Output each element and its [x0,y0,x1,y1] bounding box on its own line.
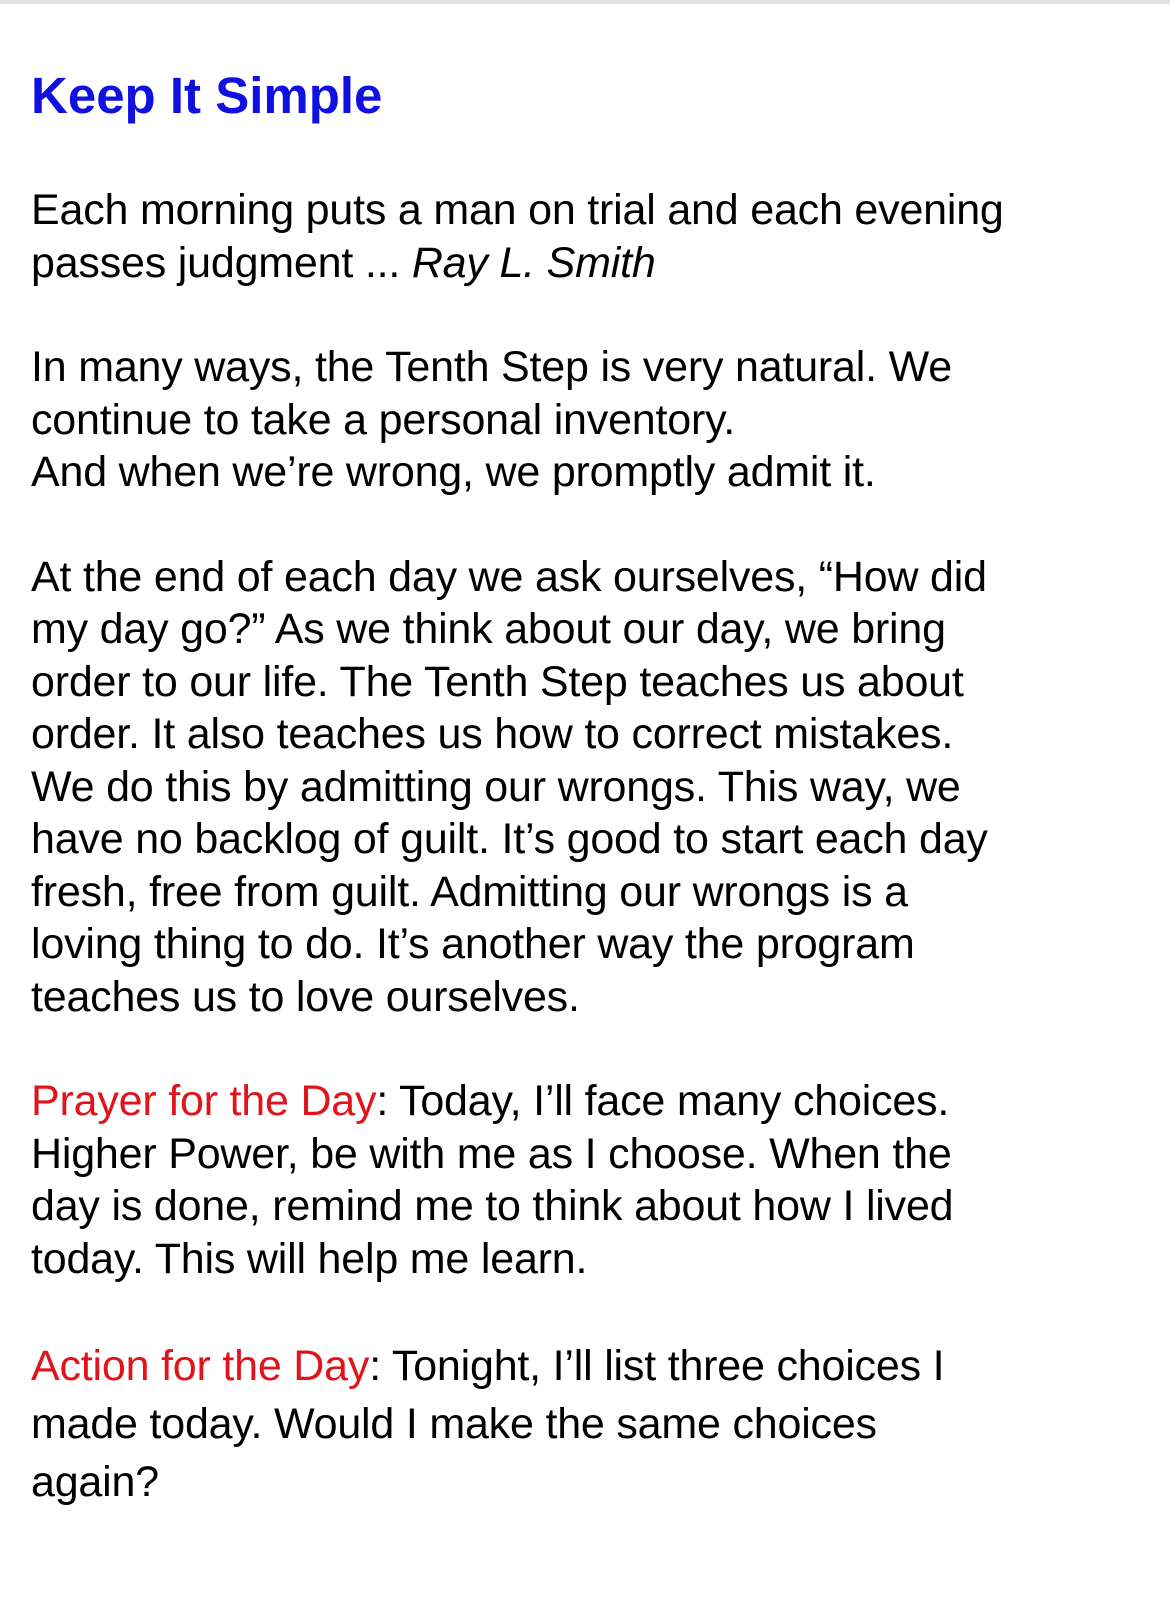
quote-paragraph [31,184,1141,289]
body-line: my day go?” As we think about our day, we bring [31,605,946,653]
prayer-label: Prayer for the Day [31,1077,377,1125]
action-label: Action for the Day [31,1342,370,1390]
body-paragraph [31,551,1141,1024]
prayer-line-4: today. This will help me learn. [31,1234,588,1283]
prayer-line-2: Higher Power, be with me as I choose. When the [31,1129,952,1178]
prayer-paragraph [31,1075,1141,1285]
quote-text: passes judgment ... [31,238,401,287]
action-line-1 [31,1337,1141,1395]
quote-line-1: Each morning puts a man on trial and each evening [31,186,1004,234]
body-line: loving thing to do. It’s another way the program [31,920,915,968]
prayer-line-3: day is done, remind me to think about how I lived [31,1182,954,1230]
intro-line-2: continue to take a personal inventory. [31,395,735,444]
body-line: have no backlog of guilt. It’s good to start each day [31,815,988,863]
body-line: order. It also teaches us how to correct mistakes. [31,710,954,758]
prayer-line-1 [31,1075,1141,1128]
intro-line-1: In many ways, the Tenth Step is very natural. We [31,343,952,391]
body-line: We do this by admitting our wrongs. This way, we [31,762,961,811]
body-line: order to our life. The Tenth Step teaches us about [31,657,964,706]
quote-author: Ray L. Smith [411,238,656,287]
action-text: : Tonight, I’ll list three choices I [369,1342,945,1390]
action-line-2: made today. Would I make the same choices [31,1400,877,1448]
body-line: At the end of each day we ask ourselves, “How did [31,552,987,601]
page-title: Keep It Simple [31,67,383,124]
action-paragraph [31,1337,1141,1511]
quote-line-2 [31,237,1141,290]
intro-line-3: And when we’re wrong, we promptly admit it. [31,448,876,496]
body-line: teaches us to love ourselves. [31,972,580,1021]
intro-paragraph [31,341,1141,499]
body-line: fresh, free from guilt. Admitting our wrongs is a [31,867,908,916]
prayer-text: : Today, I’ll face many choices. [376,1077,950,1125]
reading-content [31,62,1141,1511]
action-line-3: again? [31,1458,159,1506]
top-divider [0,0,1170,4]
